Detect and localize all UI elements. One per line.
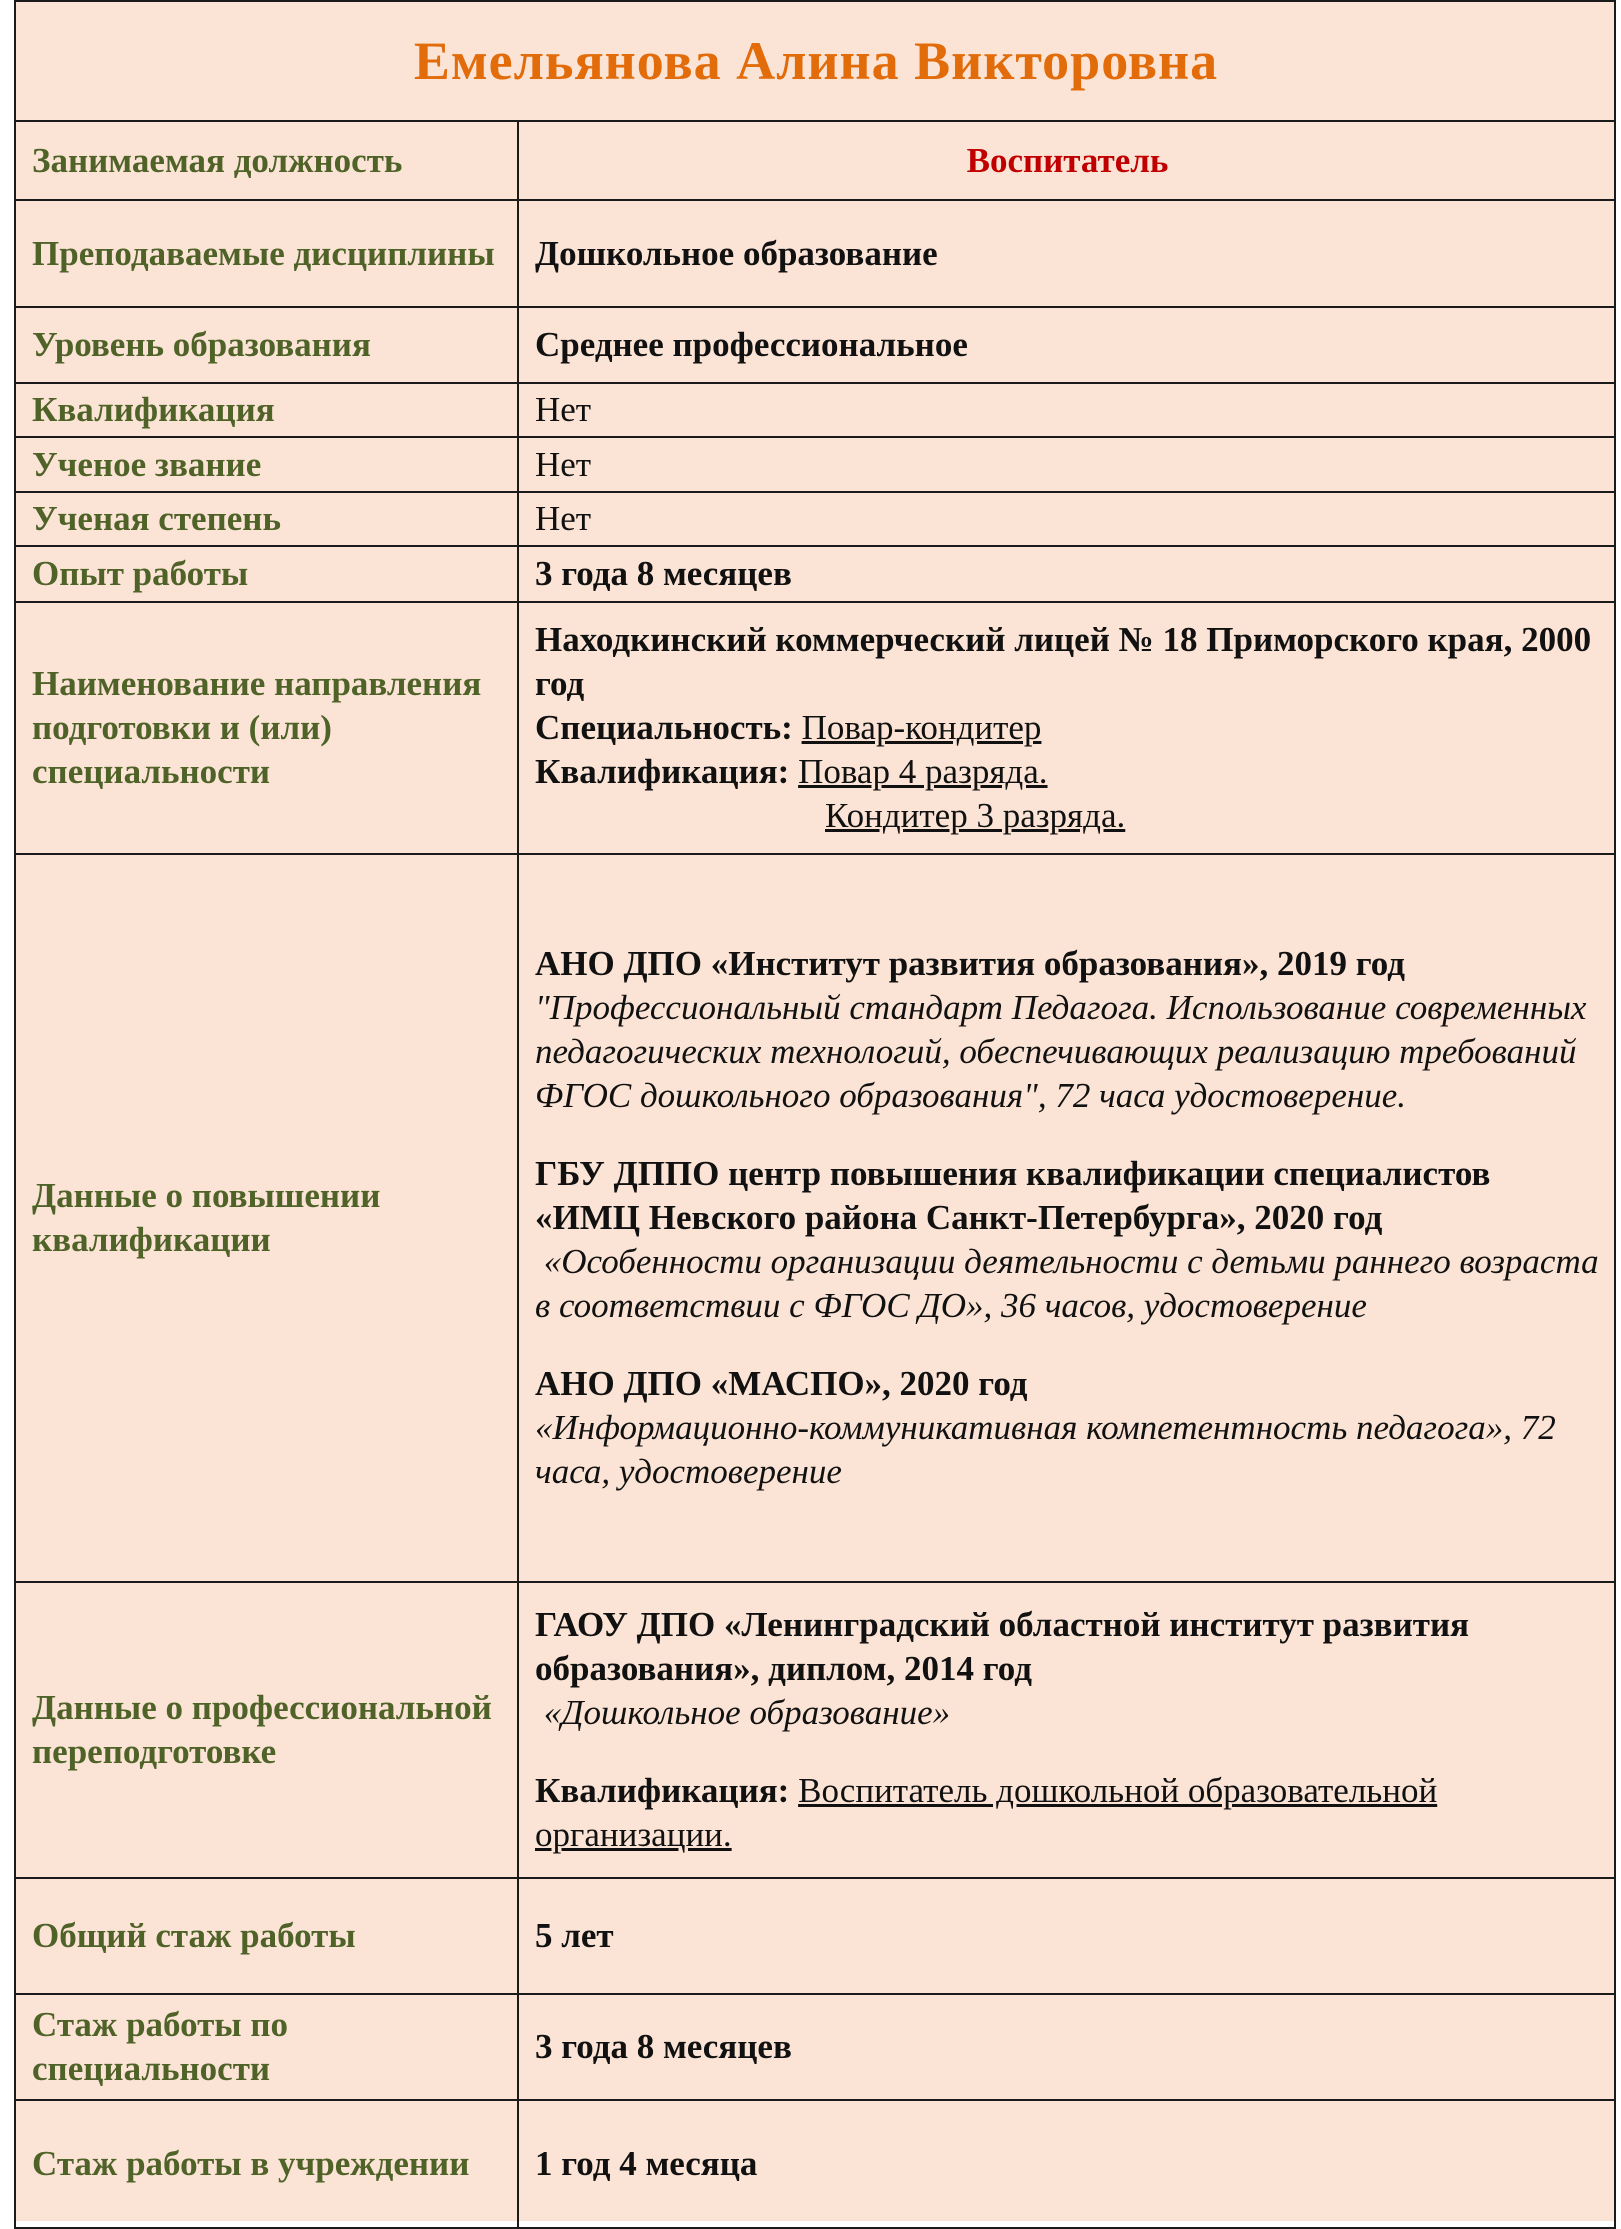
row-retraining [15,1582,1615,1878]
spacer [535,1118,1600,1152]
retraining-qualification-value: Воспитатель дошкольной образовательной организации. [535,1771,1438,1854]
training-course-3: «Информационно-коммуникативная компетентность педагога», 72 часа, удостоверение [535,1408,1556,1491]
specialty-field-value: Повар-кондитер [801,708,1042,747]
spacer [535,1735,1600,1769]
row-experience [15,546,1615,602]
training-course-1: "Профессиональный стандарт Педагога. Использование современных педагогических технологий, обеспечивающих реализацию требований ФГОС дошкольного образования", 72 часа удостоверение. [535,988,1587,1115]
retraining-label: Данные о профессиональной переподготовке [15,1582,518,1878]
education-level-label: Уровень образования [15,307,518,383]
specialty-value [518,602,1615,854]
training-org-2: ГБУ ДППО центр повышения квалификации специалистов «ИМЦ Невского района Санкт-Петербурга», 2020 год [535,1154,1491,1237]
retraining-value [518,1582,1615,1878]
experience-value: 3 года 8 месяцев [518,546,1615,602]
position-value: Воспитатель [518,121,1615,200]
specialty-qualification-label: Квалификация: [535,752,790,791]
training-org-3: АНО ДПО «МАСПО», 2020 год [535,1364,1028,1403]
specialty-qualification-value-1: Повар 4 разряда. [798,752,1048,791]
training-value [518,854,1615,1582]
row-training [15,854,1615,1582]
row-disciplines [15,200,1615,307]
retraining-org: ГАОУ ДПО «Ленинградский областной институт развития образования», диплом, 2014 год [535,1605,1470,1688]
institution-experience-label: Стаж работы в учреждении [15,2100,518,2228]
specialty-experience-label: Стаж работы по специальности [15,1994,518,2100]
profile-table [14,0,1616,2229]
row-institution-experience [15,2100,1615,2228]
row-position [15,121,1615,200]
training-org-1: АНО ДПО «Институт развития образования», 2019 год [535,944,1405,983]
qualification-label: Квалификация [15,383,518,437]
academic-title-value: Нет [518,437,1615,492]
academic-degree-value: Нет [518,492,1615,546]
training-label: Данные о повышении квалификации [15,854,518,1582]
row-academic-title [15,437,1615,492]
row-total-experience [15,1878,1615,1994]
specialty-field-label: Специальность: [535,708,793,747]
spacer [535,1328,1600,1362]
row-education-level [15,307,1615,383]
position-label: Занимаемая должность [15,121,518,200]
disciplines-value: Дошкольное образование [518,200,1615,307]
specialty-qualification-line [535,750,1600,794]
experience-label: Опыт работы [15,546,518,602]
education-level-value: Среднее профессиональное [518,307,1615,383]
row-academic-degree [15,492,1615,546]
academic-title-label: Ученое звание [15,437,518,492]
specialty-label: Наименование направления подготовки и (или) специальности [15,602,518,854]
total-experience-value: 5 лет [518,1878,1615,1994]
specialty-qualification-value-2: Кондитер 3 разряда. [825,796,1126,835]
person-name: Емельянова Алина Викторовна [15,1,1615,121]
total-experience-label: Общий стаж работы [15,1878,518,1994]
retraining-course: «Дошкольное образование» [535,1693,951,1732]
disciplines-label: Преподаваемые дисциплины [15,200,518,307]
specialty-experience-value: 3 года 8 месяцев [518,1994,1615,2100]
document-sheet [14,0,1614,2221]
specialty-institution: Находкинский коммерческий лицей № 18 Приморского края, 2000 год [535,620,1592,703]
training-course-2: «Особенности организации деятельности с детьми раннего возраста в соответствии с ФГОС ДО», 36 часов, удостоверение [535,1242,1608,1325]
retraining-qualification-line [535,1769,1600,1857]
qualification-value: Нет [518,383,1615,437]
row-specialty [15,602,1615,854]
academic-degree-label: Ученая степень [15,492,518,546]
specialty-line [535,706,1600,750]
row-qualification [15,383,1615,437]
retraining-qualification-label: Квалификация: [535,1771,790,1810]
row-specialty-experience [15,1994,1615,2100]
title-row [15,1,1615,121]
institution-experience-value: 1 год 4 месяца [518,2100,1615,2228]
